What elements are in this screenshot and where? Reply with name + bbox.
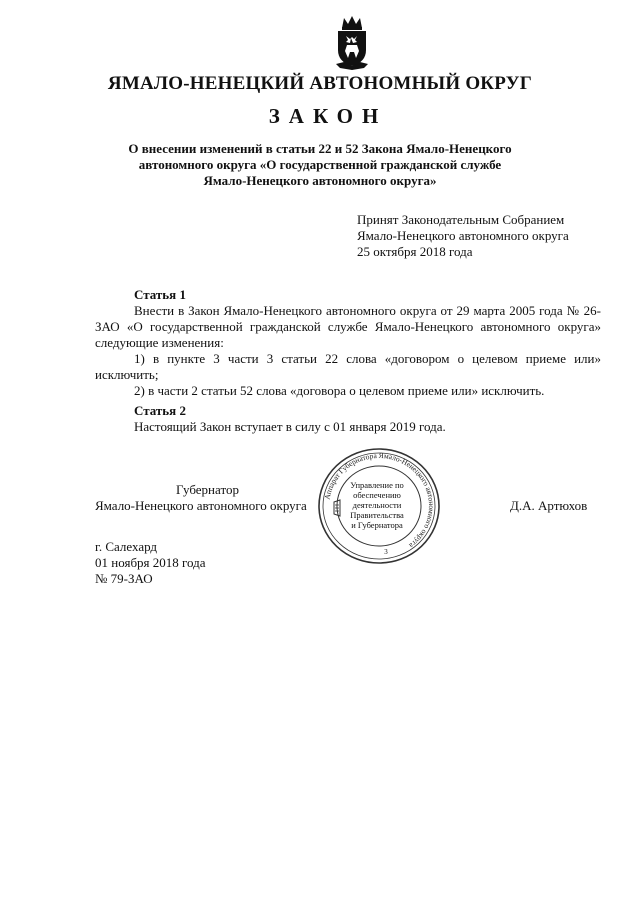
subject-line: О внесении изменений в статьи 22 и 52 Закона Ямало-Ненецкого — [128, 141, 512, 156]
footer-city: г. Салехард — [95, 539, 158, 554]
footer-date: 01 ноября 2018 года — [95, 555, 206, 570]
seal-center-line: обеспечению — [353, 490, 401, 500]
signatory-name: Д.А. Артюхов — [510, 498, 588, 513]
signatory-org: Ямало-Ненецкого автономного округа — [95, 498, 307, 513]
signatory-title: Губернатор — [176, 482, 239, 497]
footer-number: № 79-ЗАО — [95, 571, 153, 586]
adoption-line: Принят Законодательным Собранием — [357, 212, 565, 227]
article-1-item-1: 1) в пункте 3 части 3 статьи 22 слова «договором о целевом приеме или» исключить; — [95, 351, 601, 382]
article-2-heading: Статья 2 — [134, 403, 186, 418]
coat-of-arms-icon — [334, 14, 370, 70]
subject-line: автономного округа «О государственной гражданской службе — [138, 157, 502, 172]
subject-line: Ямало-Ненецкого автономного округа» — [203, 173, 437, 188]
seal-ring-text: Аппарат Губернатора Ямало-Ненецкого автономного округа — [322, 450, 437, 551]
adoption-block — [357, 212, 617, 260]
adoption-date: 25 октября 2018 года — [357, 244, 473, 259]
document-footer — [95, 539, 206, 587]
article-2-text: Настоящий Закон вступает в силу с 01 января 2019 года. — [134, 419, 446, 434]
document-type-title: ЗАКОН — [268, 104, 388, 128]
law-subject — [110, 141, 530, 189]
adoption-line: Ямало-Ненецкого автономного округа — [357, 228, 569, 243]
article-1-intro: Внести в Закон Ямало-Ненецкого автономного округа от 29 марта 2005 года № 26-ЗАО «О государственной гражданской службе Ямало-Ненецкого автономного округа» следующие изменения: — [95, 303, 601, 350]
seal-center-line: деятельности — [352, 500, 402, 510]
article-1-item-2: 2) в части 2 статьи 52 слова «договора о целевом приеме или» исключить. — [134, 383, 545, 398]
seal-center-line: и Губернатора — [351, 520, 403, 530]
seal-center-line: Правительства — [350, 510, 404, 520]
okrug-title: ЯМАЛО-НЕНЕЦКИЙ АВТОНОМНЫЙ ОКРУГ — [107, 73, 533, 94]
article-1-heading: Статья 1 — [134, 287, 186, 302]
seal-center-line: Управление по — [350, 480, 404, 490]
official-seal-stamp — [316, 446, 442, 566]
article-1-body — [95, 303, 601, 399]
seal-bottom-number: 3 — [384, 548, 388, 556]
article-2-body — [95, 419, 601, 435]
